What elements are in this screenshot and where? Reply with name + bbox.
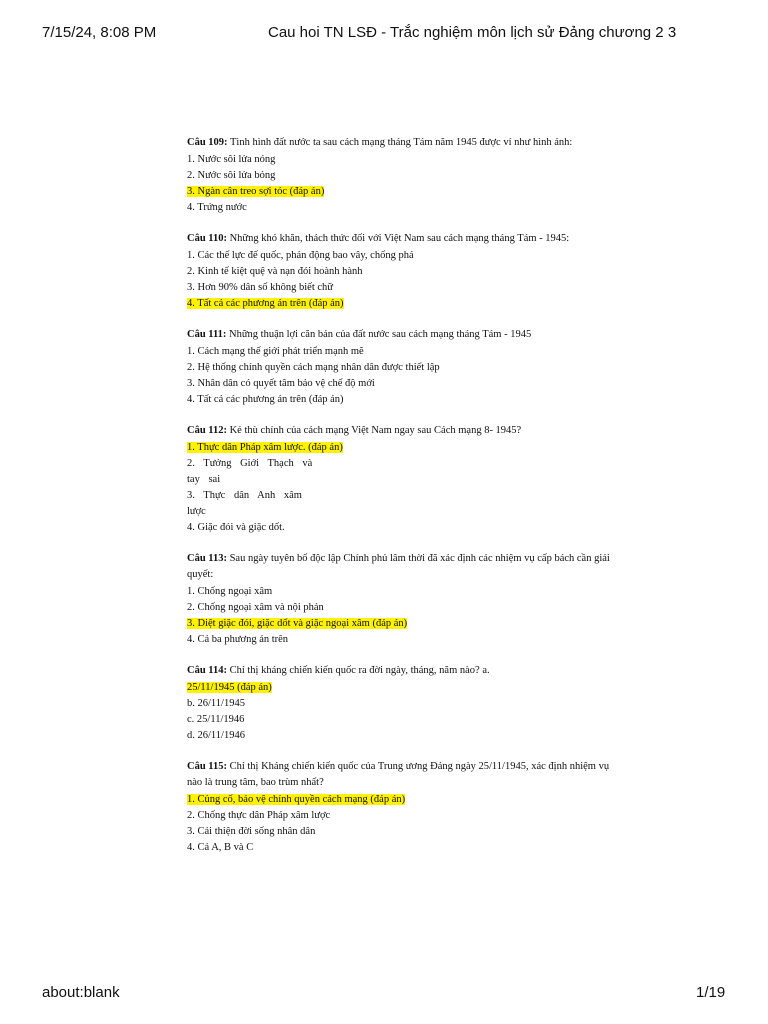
option-label: 3. Cải thiện đời sống nhân dân [187,826,316,837]
option-label: 1. Cách mạng thế giới phát triển mạnh mẽ [187,346,364,357]
question-text [187,231,617,247]
option-label: 4. Cả A, B và C [187,842,254,853]
answer-option [187,488,617,520]
answer-option-correct [187,680,617,696]
option-label: 2. Hệ thống chính quyền cách mạng nhân dân được thiết lập [187,362,440,373]
question-block [187,759,617,856]
question-block [187,663,617,744]
question-prompt: Tình hình đất nước ta sau cách mạng tháng Tám năm 1945 được ví như hình ảnh: [227,137,573,148]
question-number: Câu 115: [187,761,227,772]
question-prompt: Sau ngày tuyên bố độc lập Chính phủ lâm thời đã xác định các nhiệm vụ cấp bách cần giải quyết: [187,553,610,580]
answer-option-correct [187,792,617,808]
document-body [187,135,617,871]
question-text [187,759,617,791]
answer-option [187,200,617,216]
answer-option-correct [187,184,617,200]
option-label: 2. Chống thực dân Pháp xâm lược [187,810,331,821]
option-label: 25/11/1945 (đáp án) [187,682,272,693]
question-text [187,423,617,439]
question-number: Câu 113: [187,553,227,564]
question-number: Câu 110: [187,233,227,244]
print-datetime: 7/15/24, 8:08 PM [42,24,157,41]
answer-option [187,264,617,280]
answer-option [187,376,617,392]
option-label: 2. Tưởng Giới Thạch và tay sai [187,458,313,485]
option-label: 3. Nhân dân có quyết tâm bảo vệ chế độ mới [187,378,375,389]
option-label: 2. Nước sôi lửa bỏng [187,170,276,181]
option-label: 4. Tất cả các phương án trên (đáp án) [187,394,344,405]
page-url: about:blank [42,984,120,1001]
option-label: 1. Các thế lực đế quốc, phản động bao vây, chống phá [187,250,414,261]
question-text [187,135,617,151]
option-label: 4. Trứng nước [187,202,247,213]
answer-option [187,248,617,264]
question-number: Câu 112: [187,425,227,436]
option-label: 3. Diệt giặc đói, giặc dốt và giặc ngoại xâm (đáp án) [187,618,408,629]
answer-option [187,392,617,408]
print-footer [0,984,768,1004]
document-title: Cau hoi TN LSĐ - Trắc nghiệm môn lịch sử Đảng chương 2 3 [268,24,677,41]
question-number: Câu 109: [187,137,228,148]
answer-option [187,632,617,648]
answer-option [187,808,617,824]
question-prompt: Những thuận lợi căn bản của đất nước sau cách mạng tháng Tám - 1945 [226,329,532,340]
option-label: b. 26/11/1945 [187,698,245,709]
answer-option [187,696,617,712]
answer-option [187,344,617,360]
option-label: c. 25/11/1946 [187,714,245,725]
option-label: 1. Chống ngoại xâm [187,586,273,597]
answer-option [187,824,617,840]
question-block [187,551,617,648]
answer-option [187,280,617,296]
question-number: Câu 114: [187,665,227,676]
answer-option [187,456,617,488]
question-prompt: Những khó khăn, thách thức đối với Việt Nam sau cách mạng tháng Tám - 1945: [226,233,570,244]
option-label: 2. Kinh tế kiệt quệ và nạn đói hoành hành [187,266,363,277]
question-number: Câu 111: [187,329,227,340]
answer-option [187,152,617,168]
question-text [187,663,617,679]
answer-option [187,840,617,856]
answer-option-correct [187,296,617,312]
answer-option [187,712,617,728]
answer-option [187,600,617,616]
option-label: 1. Củng cố, bảo vệ chính quyền cách mạng (đáp án) [187,794,406,805]
option-label: 4. Giặc đói và giặc dốt. [187,522,285,533]
option-label: 1. Thực dân Pháp xâm lược. (đáp án) [187,442,343,453]
answer-option [187,728,617,744]
option-label: 3. Ngàn cân treo sợi tóc (đáp án) [187,186,325,197]
question-block [187,231,617,312]
question-block [187,327,617,408]
answer-option [187,360,617,376]
question-prompt: Kẻ thù chính của cách mạng Việt Nam ngay sau Cách mạng 8- 1945? [226,425,522,436]
page-number: 1/19 [696,984,726,1001]
answer-option [187,168,617,184]
question-text [187,551,617,583]
question-prompt: Chỉ thị kháng chiến kiến quốc ra đời ngày, tháng, năm nào? a. [226,665,490,676]
answer-option [187,584,617,600]
answer-option [187,520,617,536]
question-prompt: Chỉ thị Kháng chiến kiến quốc của Trung ương Đảng ngày 25/11/1945, xác định nhiệm vụ nào là trung tâm, bao trùm nhất? [187,761,610,788]
option-label: 2. Chống ngoại xâm và nội phản [187,602,324,613]
option-label: d. 26/11/1946 [187,730,245,741]
option-label: 4. Cả ba phương án trên [187,634,289,645]
option-label: 1. Nước sôi lửa nóng [187,154,276,165]
option-label: 3. Thực dân Anh xâm lược [187,490,302,517]
question-block [187,135,617,216]
question-block [187,423,617,536]
question-text [187,327,617,343]
print-header [0,24,768,44]
answer-option-correct [187,440,617,456]
answer-option-correct [187,616,617,632]
option-label: 4. Tất cả các phương án trên (đáp án) [187,298,344,309]
option-label: 3. Hơn 90% dân số không biết chữ [187,282,333,293]
